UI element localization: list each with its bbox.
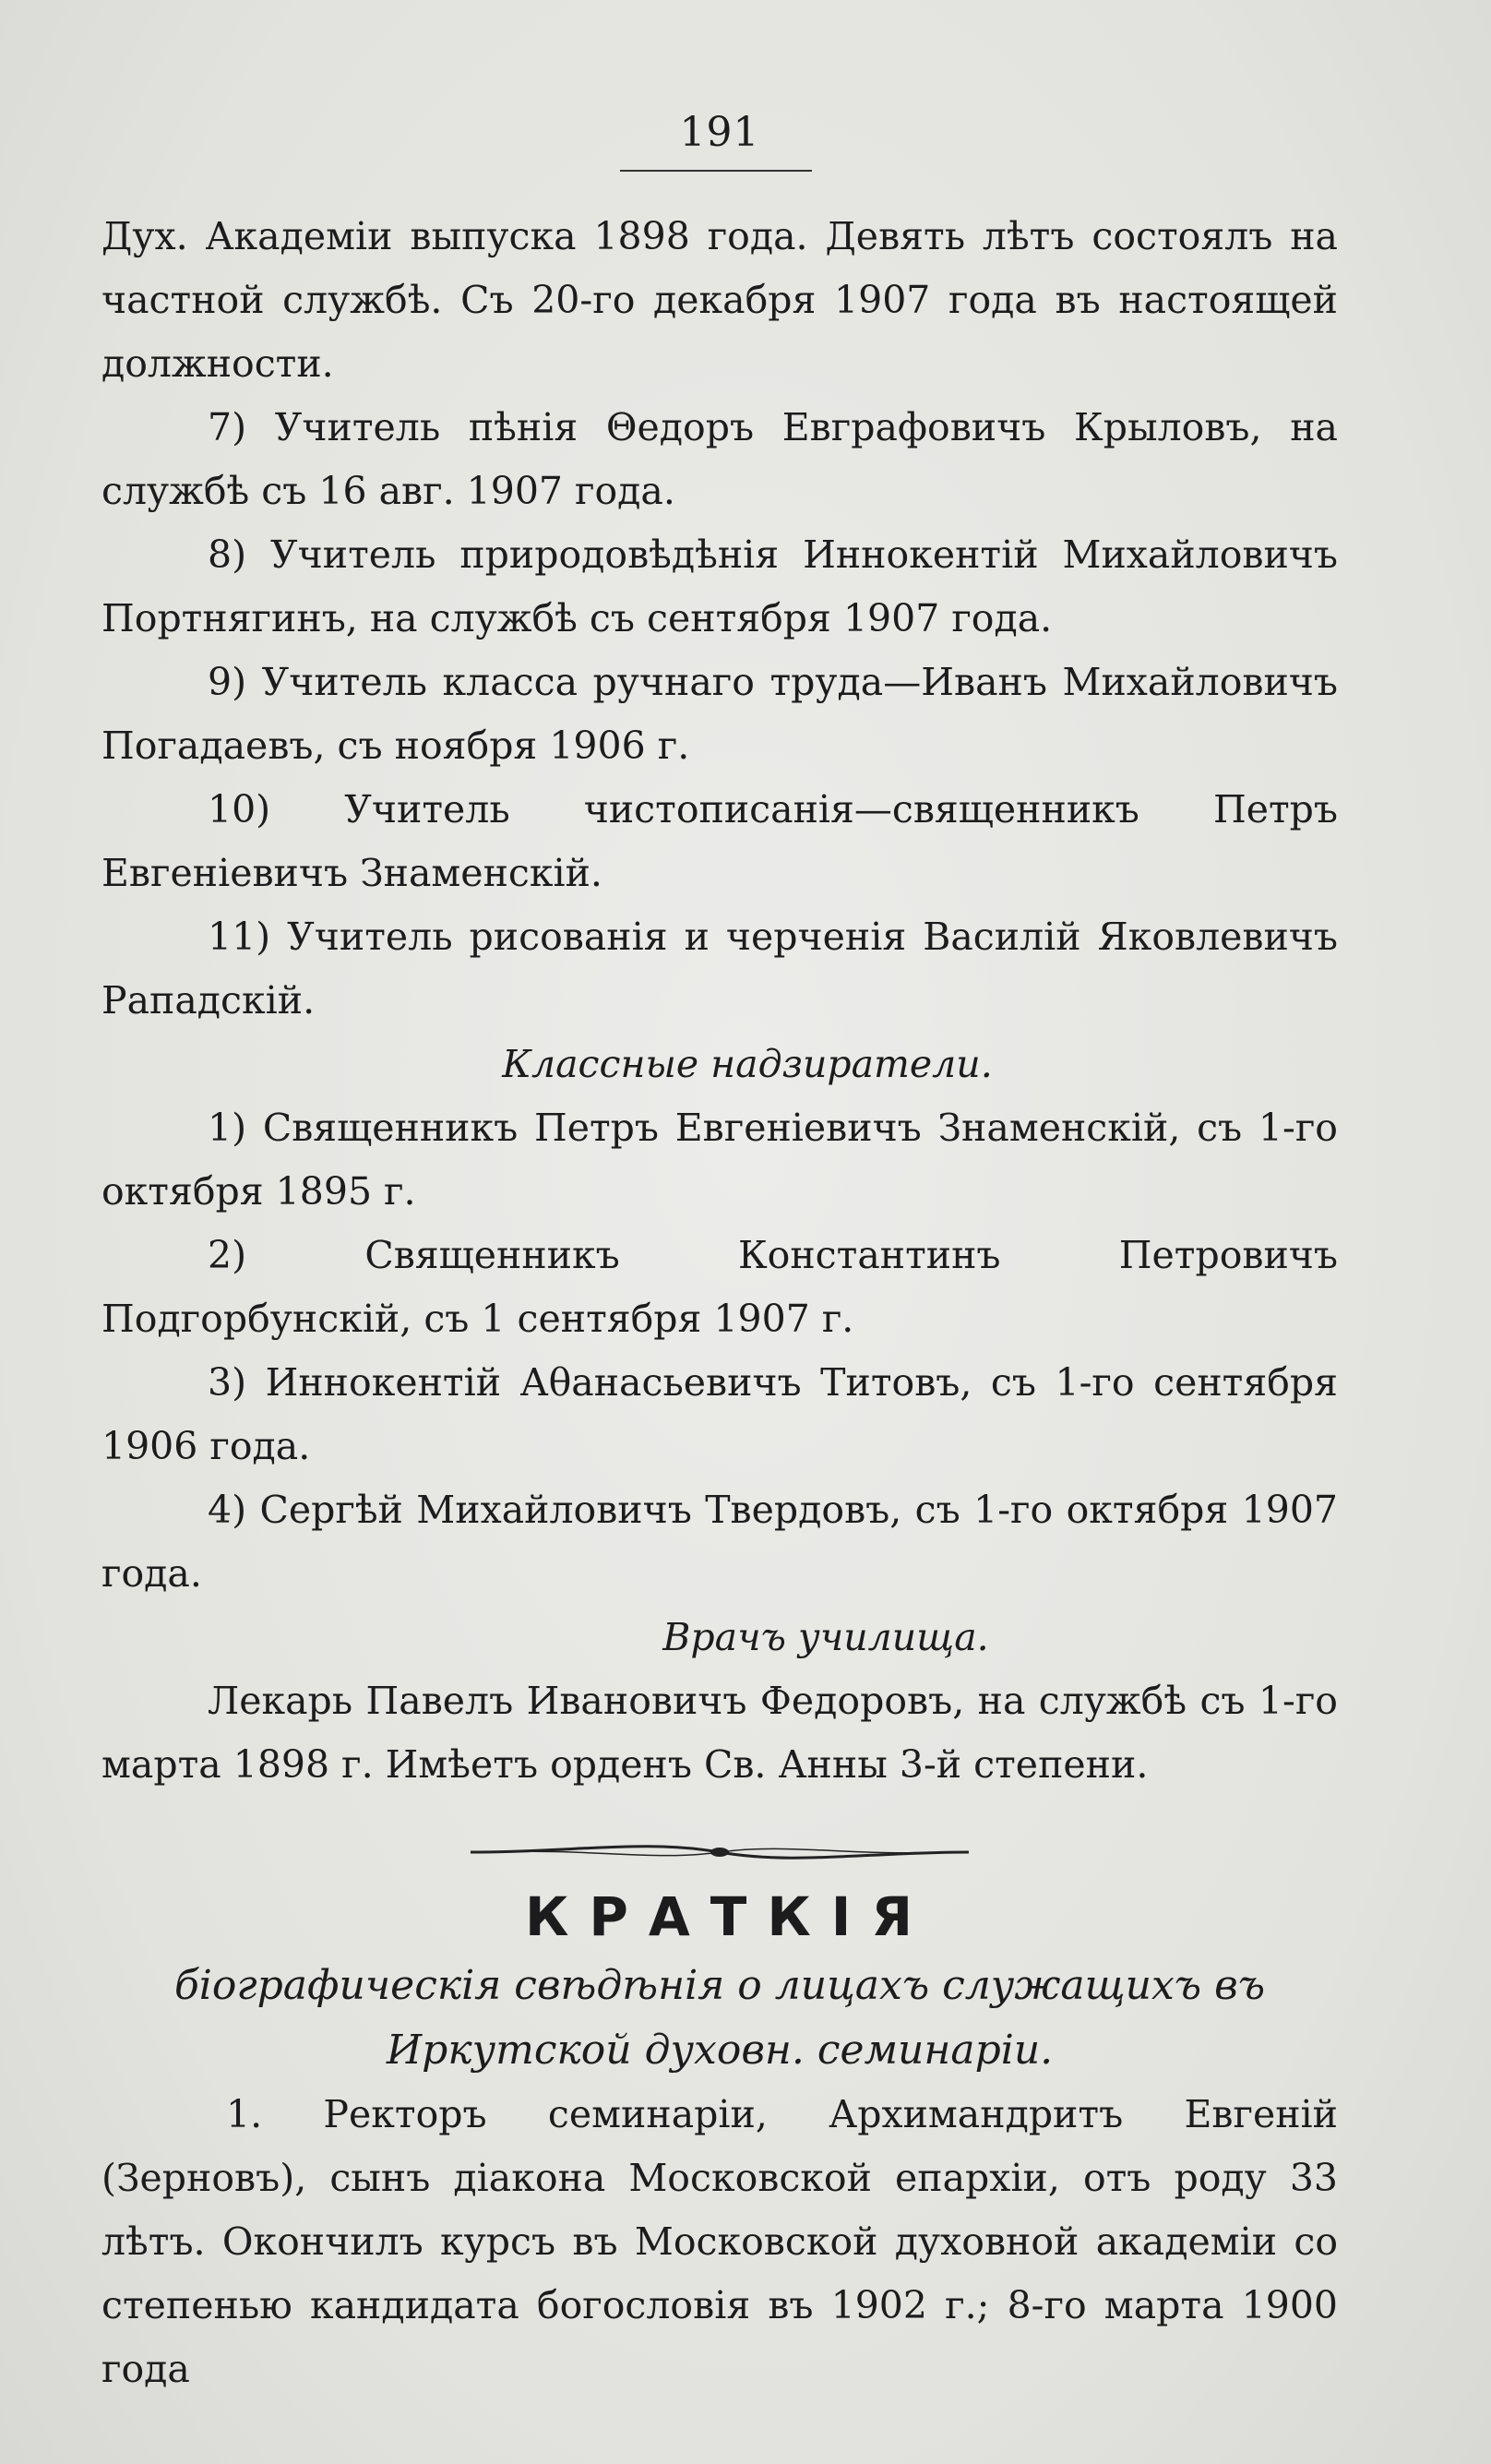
- section-title: КРАТКІЯ: [524, 1885, 934, 1948]
- paragraph-teacher-10: 10) Учитель чистописанія—священникъ Петръ Евгеніевичъ Знаменскій.: [101, 787, 1338, 895]
- paragraph-teacher-7: 7) Учитель пѣнія Θедоръ Евграфовичъ Крыловъ, на службѣ съ 16 авг. 1907 года.: [101, 405, 1338, 513]
- supervisor-item-2: 2) Священникъ Константинъ Петровичъ Подгорбунскій, съ 1 сентября 1907 г.: [101, 1233, 1338, 1341]
- supervisor-item-1: 1) Священникъ Петръ Евгеніевичъ Знаменскій, съ 1-го октября 1895 г.: [101, 1106, 1338, 1214]
- header-rule: [620, 170, 812, 172]
- section-heading-doctor: Врачъ училища.: [662, 1615, 989, 1659]
- section-subtitle-line-2: Иркутской духовн. семинаріи.: [386, 2027, 1054, 2074]
- ornament-divider: [461, 1834, 978, 1871]
- doctor-paragraph: Лекарь Павелъ Ивановичъ Федоровъ, на службѣ съ 1-го марта 1898 г. Имѣетъ орденъ Св. Анны 3-й степени.: [101, 1679, 1338, 1787]
- section-heading-supervisors: Классные надзиратели.: [502, 1042, 993, 1086]
- paragraph-teacher-11: 11) Учитель рисованія и черченія Василій Яковлевичъ Рападскій.: [101, 915, 1338, 1023]
- page-number: 191: [679, 109, 760, 156]
- supervisor-item-4: 4) Сергѣй Михайловичъ Твердовъ, съ 1-го октября 1907 года.: [101, 1488, 1338, 1596]
- section-subtitle-line-1: біографическія свѣдѣнія о лицахъ служащихъ въ: [173, 1962, 1266, 2009]
- paragraph-teacher-9: 9) Учитель класса ручнаго труда—Иванъ Михайловичъ Погадаевъ, съ ноября 1906 г.: [101, 660, 1338, 768]
- paragraph-teacher-8: 8) Учитель природовѣдѣнія Иннокентій Михайловичъ Портнягинъ, на службѣ съ сентября 1907 года.: [101, 532, 1338, 640]
- page-body: [101, 205, 1338, 2401]
- bio-paragraph-rector: 1. Ректоръ семинаріи, Архимандритъ Евгеній (Зерновъ), сынъ діакона Московской епархіи, отъ роду 33 лѣтъ. Окончилъ курсъ въ Московской духовной академіи со степенью кандидата богословія въ 1902 г.; 8-го марта 1900 года: [101, 2092, 1338, 2391]
- paragraph-continued: Дух. Академіи выпуска 1898 года. Девять лѣтъ состоялъ на частной службѣ. Съ 20-го декабря 1907 года въ настоящей должности.: [101, 214, 1338, 386]
- supervisor-item-3: 3) Иннокентій Аθанасьевичъ Титовъ, съ 1-го сентября 1906 года.: [101, 1360, 1338, 1468]
